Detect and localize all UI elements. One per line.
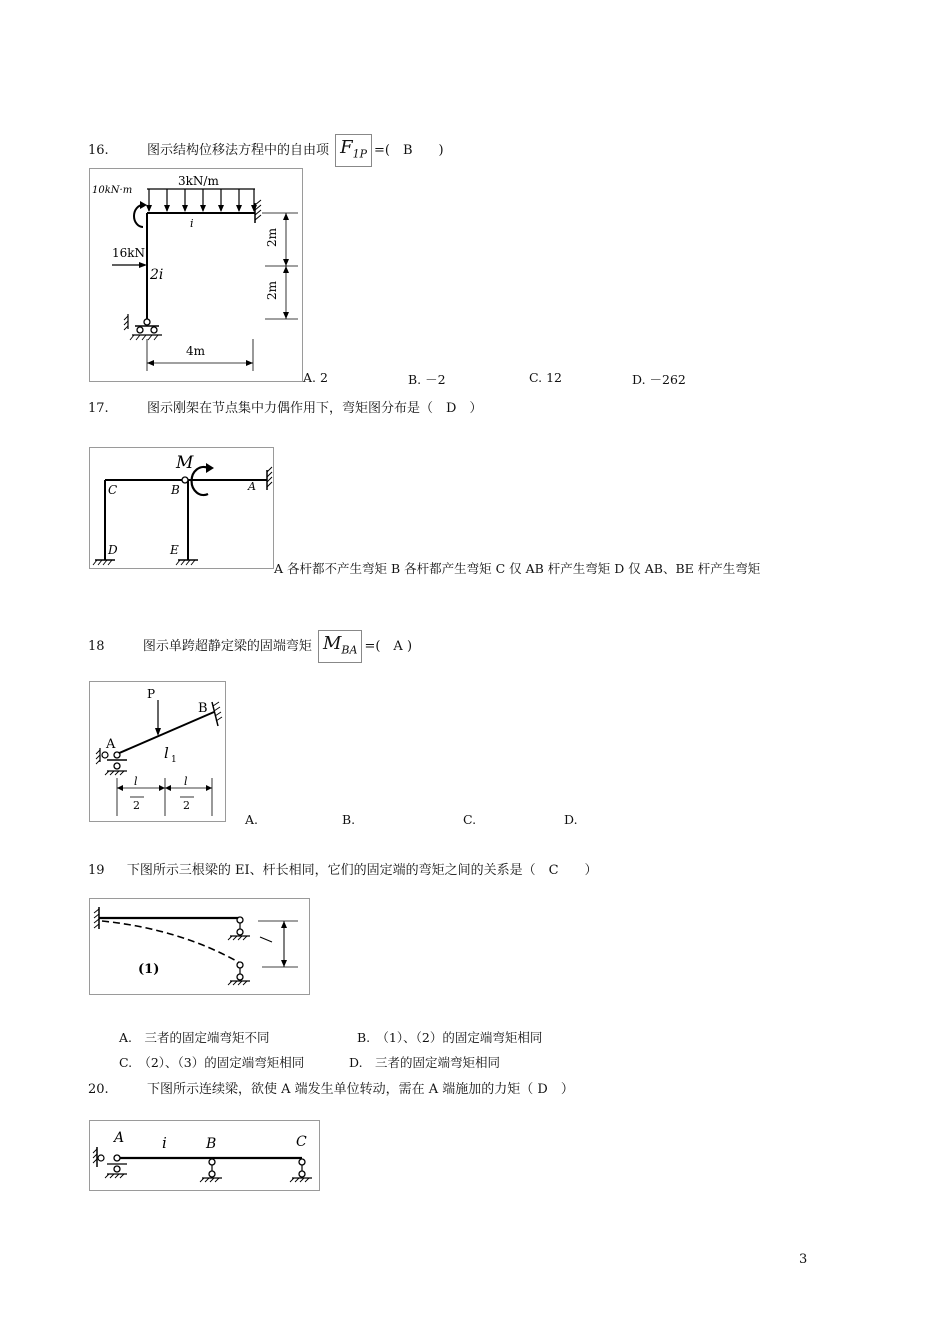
q18-label-l1-sub: 1: [171, 755, 177, 765]
q17-label-b: B: [171, 483, 180, 497]
q20-number: 20.: [88, 1082, 109, 1097]
q16-column-stiffness: 2i: [150, 267, 164, 283]
q17-figure: [89, 447, 274, 569]
q20-figure: [89, 1120, 320, 1191]
q19-option-d: D. 三者的固定端弯矩相同: [349, 1055, 501, 1070]
q18-number: 18: [88, 638, 105, 654]
q18-symbol: $M_{BA}$: [318, 630, 362, 663]
q16-figure: [89, 168, 303, 382]
q16-number: 16.: [88, 142, 109, 158]
page-number: 3: [799, 1252, 808, 1267]
q16-dim-upper: 2m: [265, 227, 279, 247]
q16-moment-label: 10kN·m: [92, 185, 133, 196]
q16-option-d: D. －262: [632, 372, 686, 387]
q18-answer: =( A ): [364, 638, 413, 654]
q16-option-b: B. －2: [408, 372, 446, 387]
q19-option-b: B. （1）、（2）的固定端弯矩相同: [357, 1030, 543, 1045]
q18-stem-text: 图示单跨超静定梁的固端弯矩: [142, 638, 312, 654]
q17-label-c: C: [108, 483, 118, 497]
q17-options: A 各杆都不产生弯矩 B 各杆都产生弯矩 C 仅 AB 杆产生弯矩 D 仅 AB、BE 杆产生弯矩: [274, 561, 761, 576]
q16-stem: [88, 134, 444, 167]
q17-label-e: E: [170, 543, 179, 557]
q16-option-c: C. 12: [529, 370, 562, 385]
q18-option-d: D.: [564, 812, 578, 827]
q20-stem-text: 下图所示连续梁，欲使 A 端发生单位转动，需在 A 端施加的力矩（ D ）: [146, 1082, 574, 1097]
q17-stem: [88, 397, 482, 416]
q20-label-c: C: [296, 1134, 307, 1150]
q18-half-l-1: l: [134, 775, 138, 788]
q16-beam-stiffness: i: [190, 217, 194, 230]
q19-option-c: C. （2）、（3）的固定端弯矩相同: [119, 1055, 305, 1070]
q18-label-l1: l: [164, 744, 169, 762]
q20-label-b: B: [206, 1136, 217, 1152]
q18-option-b: B.: [342, 812, 356, 827]
q17-label-d: D: [108, 543, 118, 557]
q19-stem: [88, 859, 598, 878]
q18-label-a: A: [106, 737, 116, 752]
q19-label: (1): [138, 962, 160, 977]
q16-dim-lower: 2m: [265, 280, 279, 300]
q18-option-c: C.: [463, 812, 477, 827]
q16-answer: =( B ): [374, 142, 444, 158]
q19-number: 19: [88, 863, 105, 878]
q16-option-a: A. 2: [303, 370, 328, 385]
q16-symbol: $F_{1P}$: [335, 134, 372, 167]
q16-load-label: 3kN/m: [178, 174, 219, 188]
q18-figure: [89, 681, 226, 822]
q17-label-a: A: [248, 480, 256, 493]
q19-stem-text: 下图所示三根梁的 EI、杆长相同，它们的固定端的弯矩之间的关系是（ C ）: [126, 863, 598, 878]
q17-stem-text: 图示刚架在节点集中力偶作用下，弯矩图分布是（ D ）: [146, 401, 483, 416]
q18-half-den-2: 2: [183, 799, 190, 812]
q18-half-den-1: 2: [133, 799, 140, 812]
q16-point-load: 16kN: [112, 246, 146, 260]
q17-number: 17.: [88, 401, 109, 416]
q18-label-p: P: [147, 687, 156, 701]
q16-dim-span: 4m: [186, 344, 206, 358]
q18-option-a: A.: [245, 812, 259, 827]
q20-stem: [88, 1078, 574, 1097]
q19-figure: [89, 898, 310, 995]
q18-label-b: B: [198, 701, 208, 716]
q20-label-a: A: [114, 1130, 125, 1146]
q18-stem: [88, 630, 412, 663]
q16-stem-text: 图示结构位移法方程中的自由项: [146, 142, 329, 158]
q20-label-i: i: [162, 1134, 167, 1152]
q18-half-l-2: l: [184, 775, 188, 788]
q19-option-a: A. 三者的固定端弯矩不同: [119, 1030, 270, 1045]
q17-label-m: M: [176, 453, 194, 473]
